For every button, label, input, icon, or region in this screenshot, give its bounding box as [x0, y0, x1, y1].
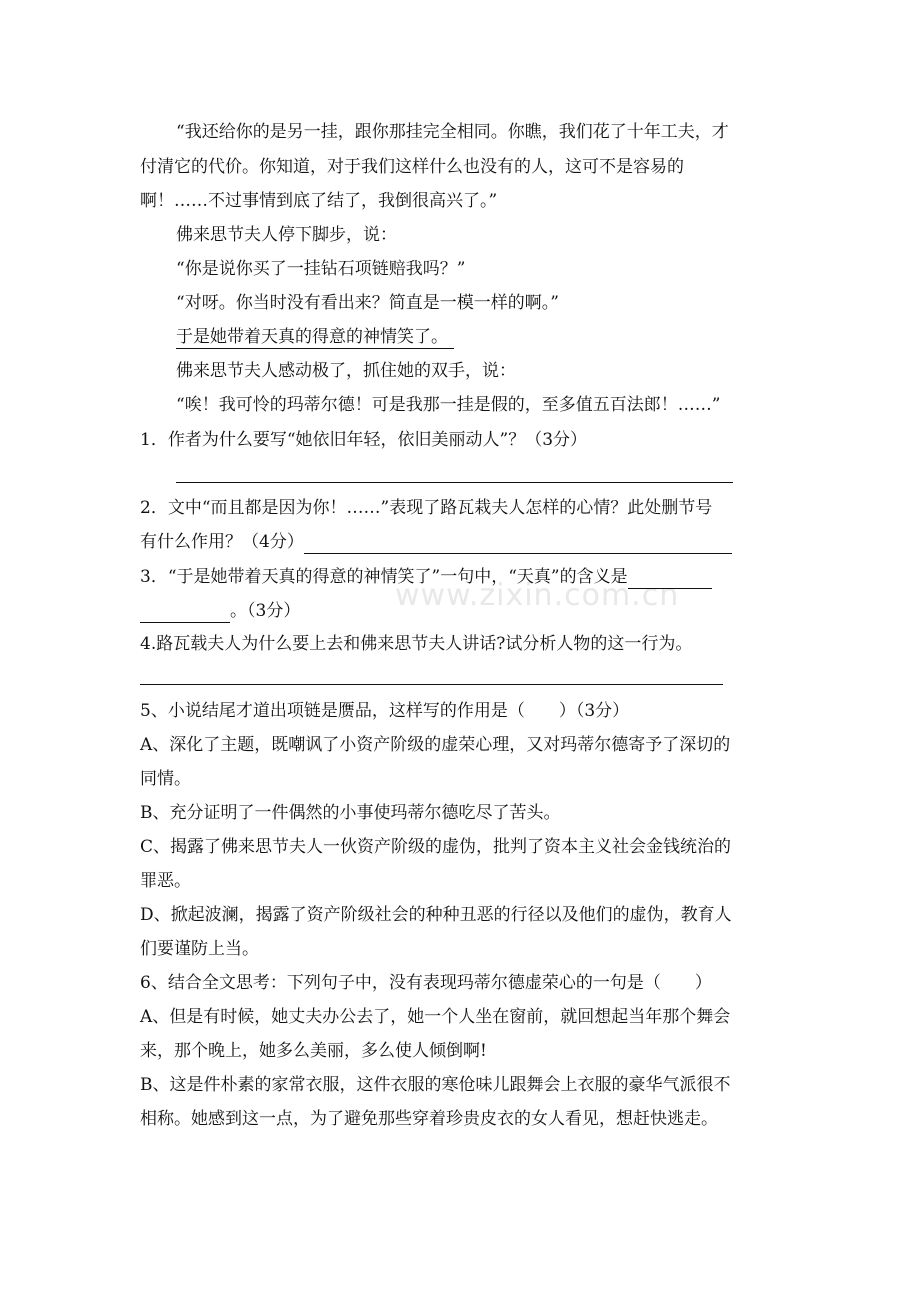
answer-line-q4: [140, 684, 723, 685]
question-3-line-1: [140, 565, 712, 589]
question-6-option-b-line-1: B、这是件朴素的家常衣服，这件衣服的寒伧味儿跟舞会上衣服的豪华气派很不: [140, 1075, 731, 1095]
question-6-option-a-line-2: 来，那个晚上，她多么美丽，多么使人倾倒啊!: [140, 1041, 487, 1061]
question-6-option-b-line-2: 相称。她感到这一点，为了避免那些穿着珍贵皮衣的女人看见，想赶快逃走。: [140, 1109, 718, 1129]
question-6: 6、结合全文思考：下列句子中，没有表现玛蒂尔德虚荣心的一句是（ ）: [140, 973, 712, 993]
underlined-sentence: 于是她带着天真的得意的神情笑了。: [176, 327, 454, 349]
passage-paragraph-7: “唉！我可怜的玛蒂尔德！可是我那一挂是假的，至多值五百法郎！……”: [176, 395, 721, 415]
answer-blank-q3-a: [628, 568, 712, 589]
question-5-option-a-line-1: A、深化了主题，既嘲讽了小资产阶级的虚荣心理，又对玛蒂尔德寄予了深切的: [140, 735, 731, 755]
question-5-option-b: B、充分证明了一件偶然的小事使玛蒂尔德吃尽了苦头。: [140, 803, 561, 823]
question-5-option-a-line-2: 同情。: [140, 769, 191, 789]
question-5: 5、小说结尾才道出项链是赝品，这样写的作用是（ ）（3分）: [140, 701, 630, 721]
question-5-option-d-line-1: D、掀起波澜，揭露了资产阶级社会的种种丑恶的行径以及他们的虚伪，教育人: [140, 905, 732, 925]
question-3-score: 。（3分）: [230, 601, 301, 621]
watermark: www.zixin.com.cn: [395, 578, 680, 613]
passage-paragraph-2: 佛来思节夫人停下脚步，说：: [176, 225, 397, 245]
question-2-text: 有什么作用？（4分）: [140, 532, 304, 552]
passage-paragraph-1-line-3: 啊！……不过事情到底了结了，我倒很高兴了。”: [140, 191, 498, 211]
answer-blank-q3-b: [140, 602, 230, 623]
passage-paragraph-3: “你是说你买了一挂钻石项链赔我吗？”: [176, 259, 466, 279]
question-5-option-c-line-1: C、揭露了佛来思节夫人一伙资产阶级的虚伪，批判了资本主义社会金钱统治的: [140, 837, 732, 857]
question-5-option-c-line-2: 罪恶。: [140, 871, 191, 891]
question-5-option-d-line-2: 们要谨防上当。: [140, 939, 259, 959]
passage-paragraph-5-underlined: [176, 325, 454, 349]
question-4: 4.路瓦载夫人为什么要上去和佛来思节夫人讲话?试分析人物的这一行为。: [140, 634, 693, 654]
question-1: 1．作者为什么要写“她依旧年轻，依旧美丽动人”？（3分）: [140, 430, 588, 450]
answer-line-q1: [176, 482, 733, 483]
passage-paragraph-4: “对呀。你当时没有看出来？简直是一模一样的啊。”: [176, 293, 559, 313]
passage-paragraph-1-line-1: “我还给你的是另一挂，跟你那挂完全相同。你瞧，我们花了十年工夫，才: [176, 122, 729, 142]
answer-blank-q2: [304, 533, 732, 554]
passage-paragraph-6: 佛来思节夫人感动极了，抓住她的双手，说：: [176, 361, 516, 381]
question-3-line-2: [140, 599, 300, 623]
question-6-option-a-line-1: A、但是有时候，她丈夫办公去了，她一个人坐在窗前，就回想起当年那个舞会: [140, 1007, 731, 1027]
question-2-line-2: [140, 530, 732, 554]
question-3-text: 3．“于是她带着天真的得意的神情笑了”一句中，“天真”的含义是: [140, 567, 628, 587]
passage-paragraph-1-line-2: 付清它的代价。你知道，对于我们这样什么也没有的人，这可不是容易的: [140, 157, 684, 177]
question-2-line-1: 2．文中“而且都是因为你！……”表现了路瓦栽夫人怎样的心情？此处删节号: [140, 498, 713, 518]
